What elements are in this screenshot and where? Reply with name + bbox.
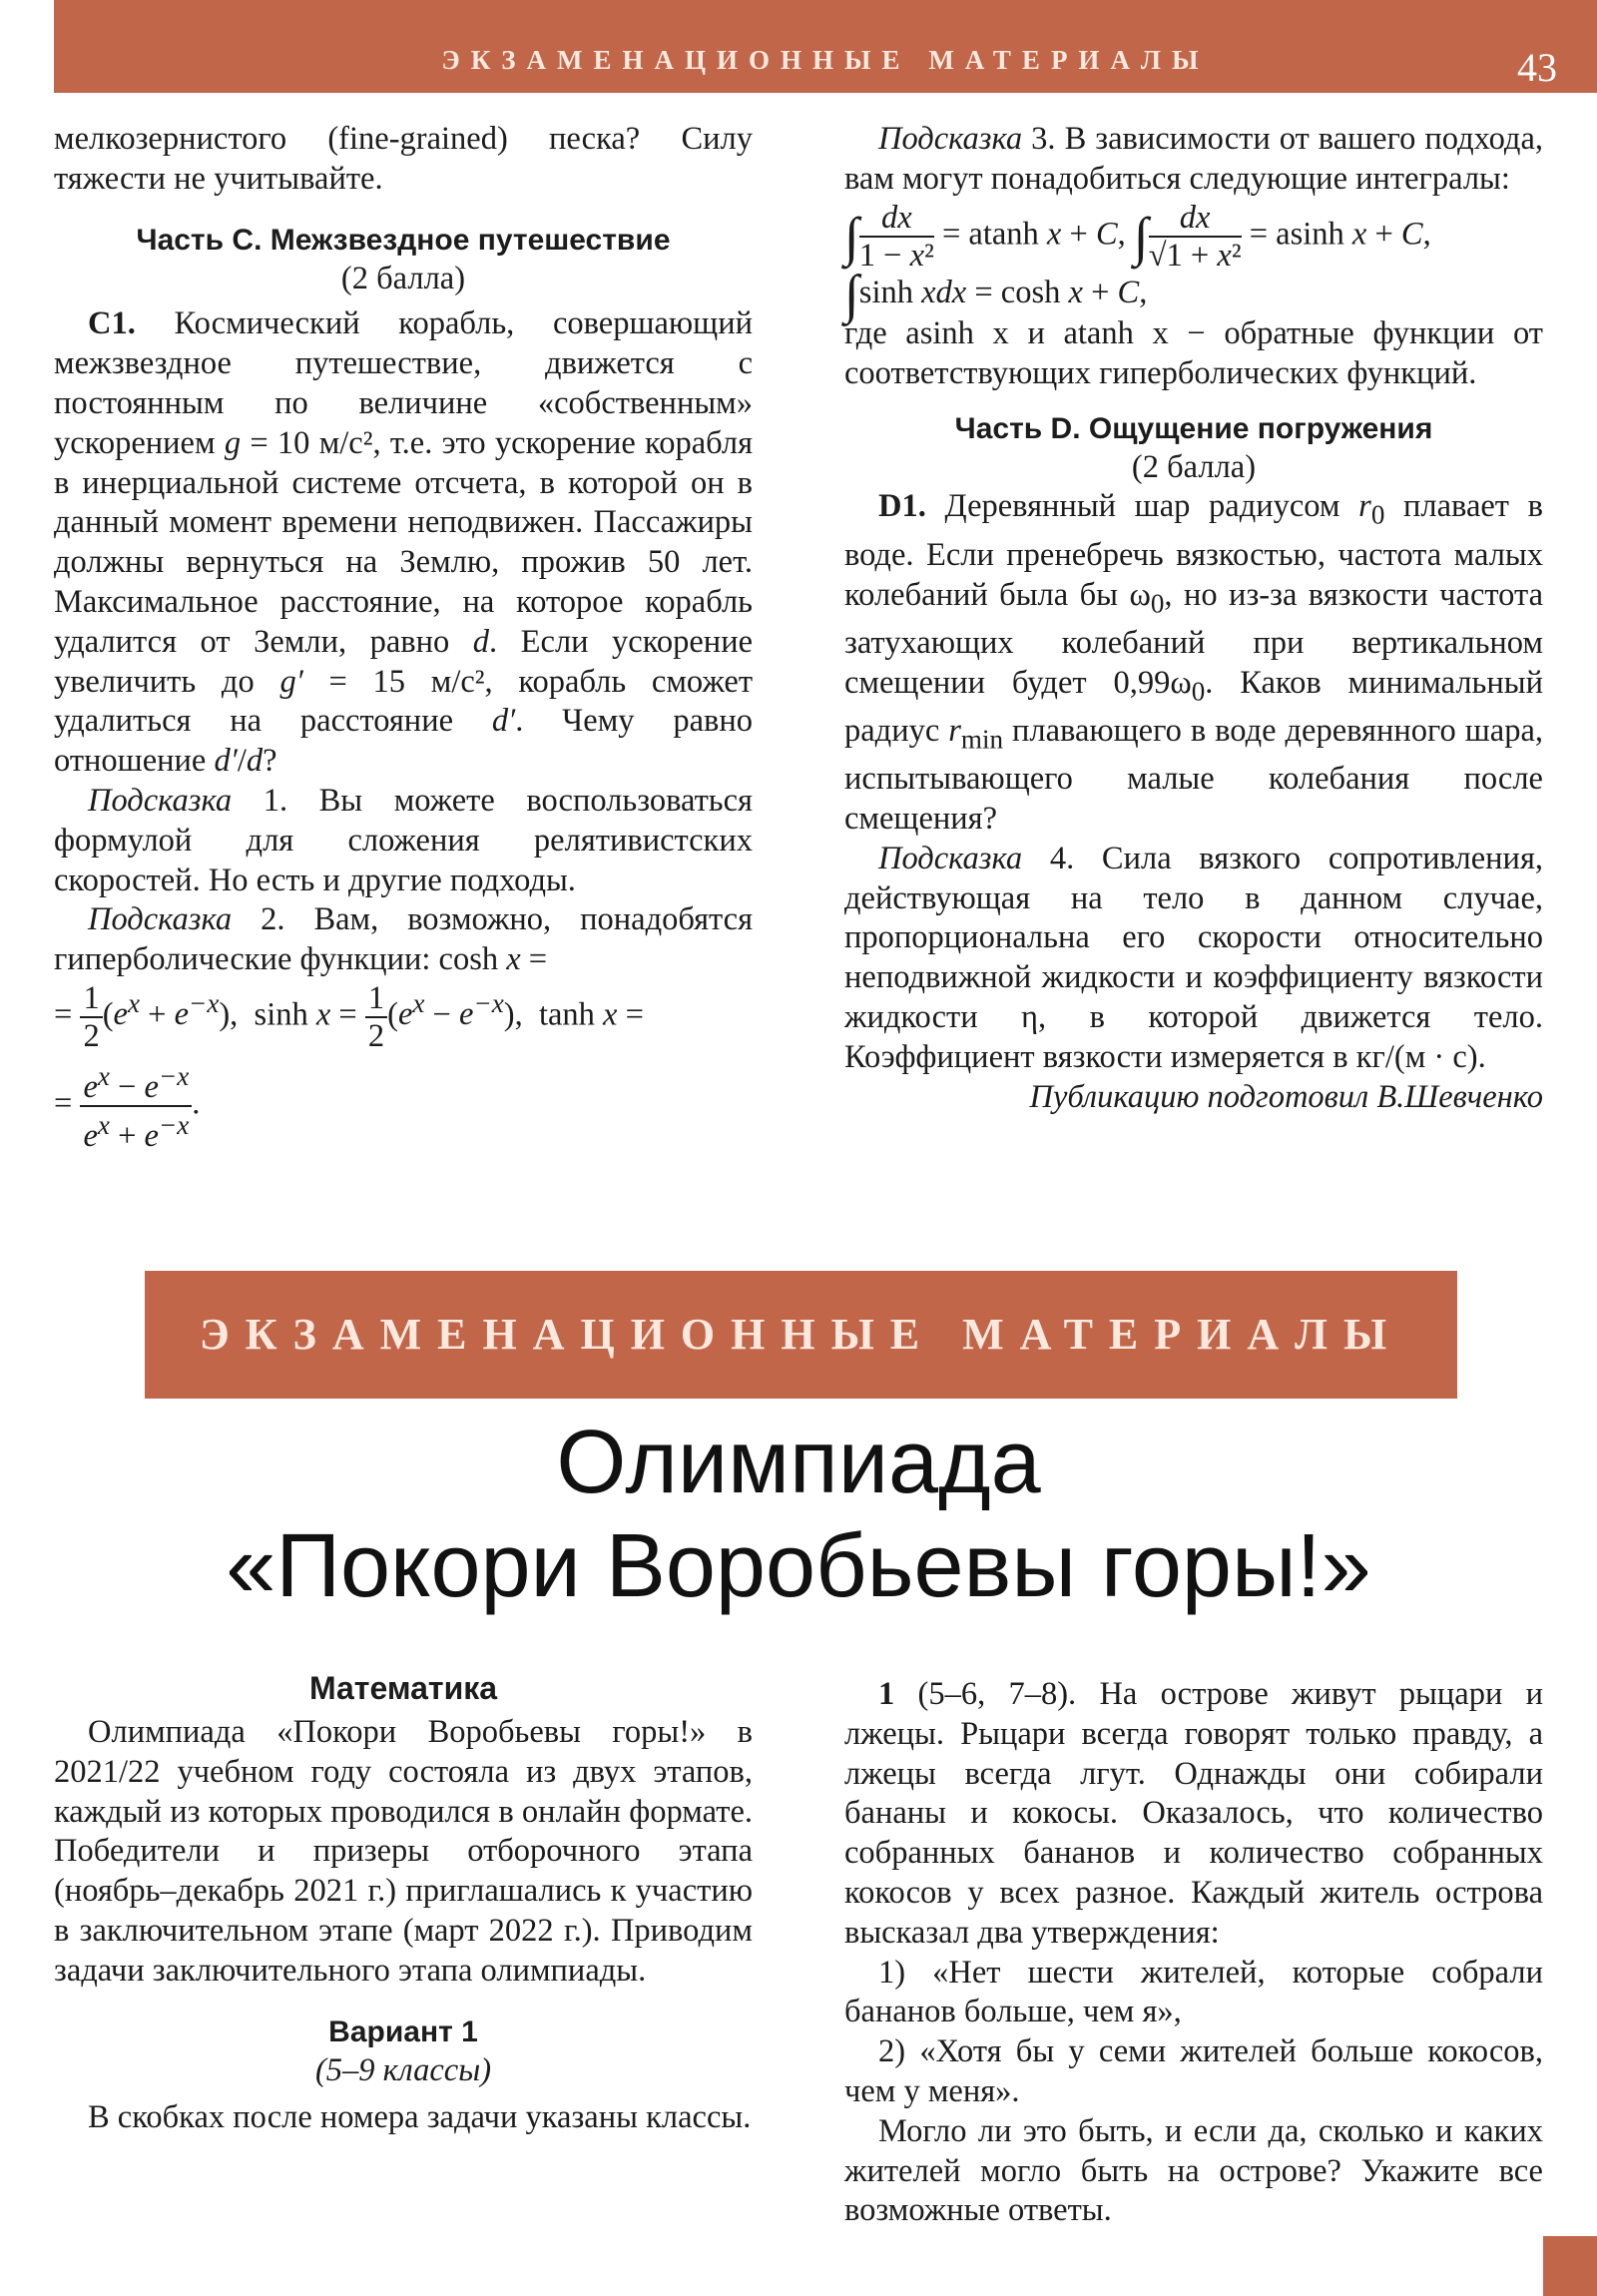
statement-1: 1) «Нет шести жителей, которые собрали бананов больше, чем я», — [844, 1954, 1543, 2030]
part-c-title: Часть C. Межзвездное путешествие — [136, 223, 671, 257]
tanh-formula: = $\frac{e^x - e^{-x}}{e^x + e^{-x}}$ . — [54, 1058, 753, 1154]
hint-2: Подсказка 2. Вам, возможно, понадобятся гиперболические функции: cosh x = — [54, 901, 754, 978]
page-number: 43 — [1517, 45, 1557, 90]
section-heading: Математика — [308, 1670, 498, 1706]
part-c-points: (2 балла) — [340, 260, 466, 296]
hint-3: Подсказка 3. В зависимости от вашего подхода, вам могут понадобиться следующие интегралы: — [844, 121, 1544, 197]
running-header-bar — [54, 0, 1597, 93]
problem-1-question: Могло ли это быть, и если да, сколько и каких жителей могло быть на острове? Укажите все возможные ответы. — [844, 2112, 1543, 2229]
variant-title: Вариант 1 — [328, 2014, 478, 2048]
running-header-title: ЭКЗАМЕНАЦИОННЫЕ МАТЕРИАЛЫ — [441, 45, 1210, 75]
right-column-bottom — [844, 1675, 1543, 2231]
grades-note: В скобках после номера задачи указаны классы. — [88, 2099, 752, 2136]
problem-1-number: 1 — [878, 1676, 895, 1712]
problem-d1: D1. Деревянный шар радиусом $r_0$ плавает в воде. Если пренебречь вязкостью, частота малых колебаний была бы $\omega_0$, но из-за вязкости частота затухающих колебаний при вертикальном смещении будет $0,99\omega_0$. Каков минимальный радиус $r_{min}$ плавающего в воде деревянного шара, испытывающего малые колебания после смещения? — [844, 488, 1544, 837]
olympiad-intro: Олимпиада «Покори Воробьевы горы!» в 2021/22 учебном году состояла из двух этапов, каждый из которых проводился в онлайн формате. Победители и призеры отборочного этапа (ноябрь–декабрь 2021 г.) приглашались к участию в заключительном этапе (март 2022 г.). Приводим задачи заключительного этапа олимпиады. — [54, 1714, 753, 1989]
intro-continuation: мелкозернистого (fine-grained) песка? Силу тяжести не учитывайте. — [54, 121, 753, 197]
hint-3-tail: где asinh x и atanh x − обратные функции от соответствующих гиперболических функций. — [844, 315, 1543, 391]
section-banner — [145, 1271, 1457, 1399]
problem-1: 1 (5–6, 7–8). На острове живут рыцари и лжецы. Рыцари всегда говорят только правду, а лжецы всегда лгут. Однажды они собирали бананы и кокосы. Оказалось, что количество собранных бананов и количество собранных кокосов у всех разное. Каждый житель острова высказал два утверждения: — [844, 1676, 1543, 1951]
part-d-title: Часть D. Ощущение погружения — [954, 411, 1433, 445]
article-title-line-2: «Покори Воробьевы горы!» — [226, 1516, 1371, 1616]
hint-4: Подсказка 4. Сила вязкого сопротивления, действующая на тело в данном случае, пропорциональна его скорости относительно неподвижной жидкости и коэффициенту вязкости жидкости η, в которой движется тело. Коэффициент вязкости измеряется в кг/(м · с). — [844, 840, 1544, 1075]
section-banner-title: ЭКЗАМЕНАЦИОННЫЕ МАТЕРИАЛЫ — [199, 1310, 1403, 1359]
hint-1: Подсказка 1. Вы можете воспользоваться формулой для сложения релятивистских скоростей. Но есть и другие подходы. — [54, 782, 754, 898]
formula-g-prime: g′ = 15 м/с², — [279, 663, 493, 700]
c1-label: C1. — [88, 305, 136, 342]
article-title-line-1: Олимпиада — [556, 1413, 1041, 1512]
variant-grades: (5–9 классы) — [314, 2051, 492, 2088]
d1-label: D1. — [878, 488, 926, 525]
right-column-top — [844, 120, 1543, 1117]
formula-g: g = 10 м/с², — [224, 424, 381, 461]
corner-accent — [1543, 2236, 1597, 2296]
integral-formulas: ∫ $\frac{dx}{\text{1 − x²}}$ = atanh x + C, ∫ $\frac{dx}{\text{√1 + x²}}$ = asinh x + C, — [844, 199, 1431, 274]
left-column-top — [54, 120, 753, 1154]
problem-c1: C1. Космический корабль, совершающий межзвездное путешествие, движется с постоянным по величине «собственным» ускорением g = 10 м/с², т.е. это ускорение корабля в инерциальной системе отсчета, в которой он в данный момент времени неподвижен. Пассажиры должны вернуться на Землю, прожив 50 лет. Максимальное расстояние, на которое корабль удалится от Земли, равно d. Если ускорение увеличить до g′ = 15 м/с², корабль сможет удалиться на расстояние d′. Чему равно отношение d′/d? — [54, 305, 754, 780]
part-d-points: (2 балла) — [1131, 448, 1257, 485]
signature: Публикацию подготовил В.Шевченко — [1029, 1078, 1543, 1115]
statement-2: 2) «Хотя бы у семи жителей больше кокосов, чем у меня». — [844, 2033, 1543, 2109]
integral-sinh: ∫sinh xdx = cosh x + C, — [844, 264, 1148, 324]
left-column-bottom — [54, 1669, 753, 2138]
hyperbolic-formulas: = $\frac{1}{2}$ $(e^x + e^{-x})$, sinh x = $\frac{1}{2}$ $(e^x - e^{-x})$, tanh x = — [54, 979, 644, 1054]
